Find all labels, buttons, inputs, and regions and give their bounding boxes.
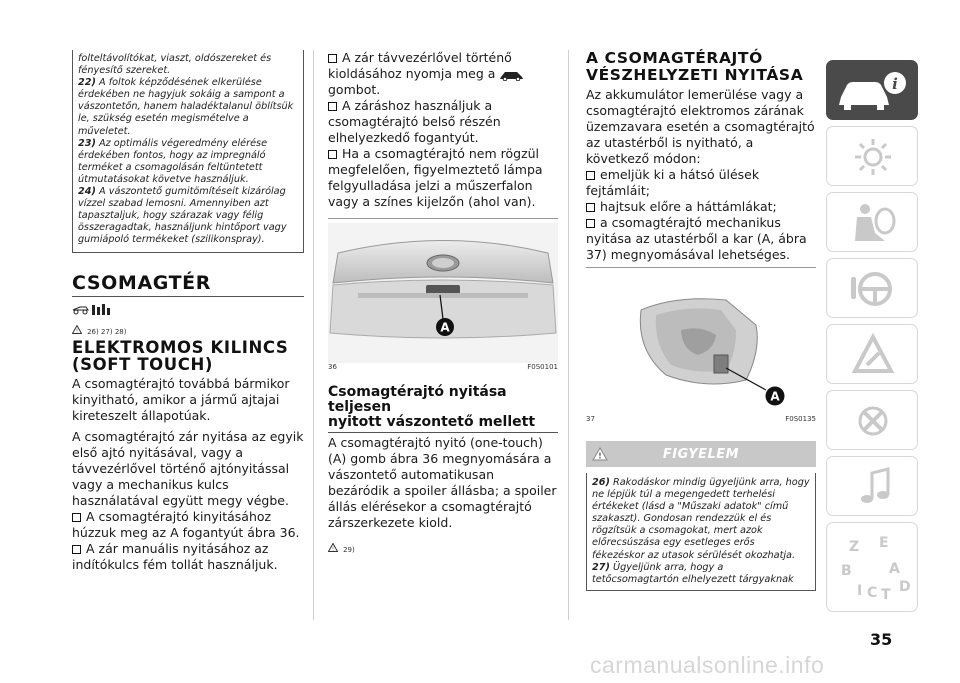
column-divider — [568, 50, 569, 620]
checkbox-bullet-icon — [328, 150, 337, 159]
figure-top-rule — [586, 267, 816, 268]
checkbox-bullet-icon — [72, 545, 81, 554]
checkbox-bullet-icon — [328, 102, 337, 111]
svg-text:!: ! — [598, 451, 602, 461]
sidebar-tab-emergency[interactable] — [826, 324, 918, 384]
warning-small-icon — [328, 543, 338, 552]
watermark: carmanualsonline.info — [590, 652, 825, 678]
svg-text:!: ! — [331, 546, 335, 552]
steering-wheel-icon — [827, 259, 919, 319]
figure-top-rule — [328, 218, 558, 219]
warning-header — [586, 441, 816, 467]
sidebar-tab-warning-lights[interactable] — [826, 126, 918, 186]
figure-label-a: A — [770, 389, 780, 404]
checkbox-bullet-icon — [72, 513, 81, 522]
paragraph: A csomagtérajtó továbbá bármikor kinyitható, amikor a jármű ajtajai kireteszelt állapotúak. — [72, 375, 290, 423]
figure-number: 37 — [586, 415, 595, 423]
index-letters-icon — [827, 523, 919, 613]
subheading-rule — [328, 432, 558, 433]
sidebar-tab-safety[interactable] — [826, 192, 918, 252]
warning-box — [586, 473, 816, 591]
music-note-icon — [827, 457, 919, 517]
figure-caption — [328, 363, 558, 371]
figure-37 — [586, 270, 816, 415]
car-key-remote-icon — [499, 69, 525, 81]
column-3 — [586, 50, 816, 591]
checkbox-bullet-icon — [586, 219, 595, 228]
note-22: 22) A foltok képződésének elkerülése érdekében ne hagyjuk sokáig a sampont a vászontetőn, hanem haladéktalanul öblítsük le, szükség esetén megismételve a műveletet. — [78, 77, 294, 137]
index-letter: C — [867, 585, 878, 601]
figure-label-a: A — [440, 320, 450, 335]
index-letter: B — [841, 563, 852, 579]
subsection-title: ELEKTROMOS KILINCS (SOFT TOUCH) — [72, 337, 289, 374]
index-letter: E — [879, 535, 889, 551]
refs-line — [72, 319, 304, 336]
warning-small-icon — [72, 325, 82, 334]
maintenance-tools-icon — [827, 391, 919, 451]
checkbox-bullet-icon — [586, 203, 595, 212]
paragraph: A csomagtérajtó nyitó (one-touch) (A) gomb ábra 36 megnyomására a vászontető automatikusan bezáródik a spoiler állásba; a spoiler állás elérésekor a csomagtérajtó zárszerkezete kiold. — [328, 435, 557, 530]
column-2 — [328, 50, 558, 556]
section-rule — [72, 296, 304, 297]
svg-text:!: ! — [75, 328, 79, 334]
warning-triangle-icon — [827, 325, 919, 385]
bullet-item: A záráshoz használjuk a csomagtérajtó belső részén elhelyezkedő fogantyút. — [328, 98, 501, 145]
bullet-item: hajtsuk előre a háttámlákat; — [586, 199, 816, 215]
checkbox-bullet-icon — [328, 54, 337, 63]
sidebar-tab-car-info[interactable] — [826, 60, 918, 120]
car-info-icon — [827, 61, 919, 121]
figure-caption — [586, 415, 816, 423]
index-letter: Z — [849, 539, 860, 555]
figure-number: 36 — [328, 363, 337, 371]
figure-code: F0S0101 — [527, 363, 558, 371]
italic-intro: folteltávolítókat, viaszt, oldószereket és fényesítő szereket. — [78, 53, 272, 77]
bullet-item: a csomagtérajtó mechanikus nyitása az utastérből a kar (A, ábra 37) megnyomásával lehetséges. — [586, 215, 807, 262]
page-number: 35 — [870, 630, 893, 649]
sidebar-tab-index[interactable] — [826, 522, 918, 612]
figure-code: F0S0135 — [785, 415, 816, 423]
bullet-item: A zár manuális nyitásához az indítókulcs fém tollát használjuk. — [72, 540, 278, 572]
checkbox-bullet-icon — [586, 171, 595, 180]
note-23: 23) Az optimális végeredmény elérése érdekében fontos, hogy az impregnáló terméket a csomagolásán feltüntetett útmutatásokat követve használjuk. — [78, 137, 268, 185]
index-letter: T — [881, 587, 891, 603]
column-divider — [313, 50, 314, 620]
note-24: 24) A vászontető gumitömítéseit kizárólag vízzel szabad lemosni. Amennyiben azt tapasztaljuk, hogy szárazak vagy félig összeragadtak, használjunk hintőport vagy gumiápoló termékeket (szilikonspray). — [78, 186, 287, 246]
index-letter: D — [899, 579, 911, 595]
paragraph: Az akkumulátor lemerülése vagy a csomagtérajtó elektromos zárának üzemzavara esetén a csomagtérajtó az utastérből is nyitható, a következő módon: — [586, 87, 815, 166]
refs: 29) — [343, 546, 355, 554]
refs: 26) 27) 28) — [87, 327, 127, 336]
warning-title: FIGYELEM — [662, 447, 740, 462]
section-title: CSOMAGTÉR — [72, 271, 211, 294]
bullet-item: A zár távvezérlővel történő kioldásához nyomja meg a gombot. — [328, 50, 558, 98]
notes-box — [72, 50, 304, 253]
sidebar-tab-maintenance[interactable] — [826, 390, 918, 450]
sidebar-tab-driving[interactable] — [826, 258, 918, 318]
refs-line — [328, 537, 558, 556]
section-title: A CSOMAGTÉRAJTÓ VÉSZHELYZETI NYITÁSA — [586, 49, 804, 84]
emergency-lever-illustration — [586, 270, 816, 415]
bullet-item: A csomagtérajtó kinyitásához húzzuk meg az A fogantyút ábra 36. — [72, 508, 300, 540]
figure-36 — [328, 223, 558, 363]
bullet-item: Ha a csomagtérajtó nem rögzül megfelelően, figyelmeztető lámpa felgyulladása jelzi a műszerfalon vagy a színes kijelzőn (ahol van). — [328, 146, 543, 209]
warning-27: 27) Ügyeljünk arra, hogy a tetőcsomagtartón elhelyezett tárgyaknak — [592, 561, 794, 585]
trunk-handle-illustration — [328, 223, 558, 363]
svg-text:i: i — [892, 75, 898, 93]
column-1 — [72, 50, 304, 573]
luggage-icon — [72, 302, 304, 316]
warning-26: 26) Rakodáskor mindig ügyeljünk arra, hogy ne lépjük túl a megengedett terhelési értékeket (lásd a "Műszaki adatok" című szakaszt). Gondosan rendezzük el és rögzítsük a csomagokat, mert azok előrecsúszása egy esetleges erős fékezéskor az utasok sérülését okozhatja. — [592, 477, 810, 561]
index-letter: A — [889, 561, 900, 577]
paragraph: A csomagtérajtó zár nyitása az egyik első ajtó nyitásával, vagy a távvezérlővel történő ajtónyitással vagy a mechanikus kulcs használatával együtt megy végbe. — [72, 428, 304, 508]
index-letter: I — [857, 583, 863, 599]
sidebar-tab-multimedia[interactable] — [826, 456, 918, 516]
airbag-icon — [827, 193, 919, 253]
bullet-item: emeljük ki a hátsó ülések fejtámláit; — [586, 167, 760, 198]
warning-lights-icon — [827, 127, 919, 187]
subheading: Csomagtérajtó nyitása teljesen nyitott vászontető mellett — [328, 384, 536, 430]
